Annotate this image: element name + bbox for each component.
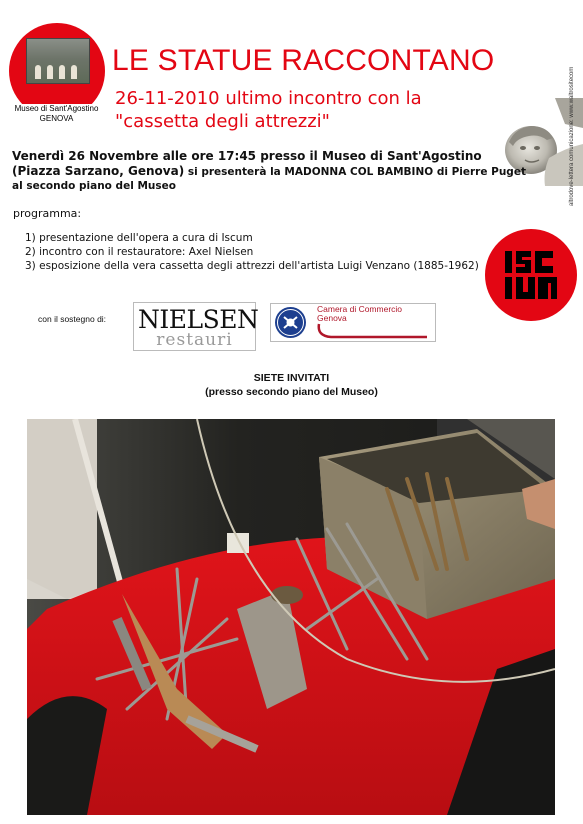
museum-caption-city: GENOVA (39, 114, 74, 123)
photo-credit (567, 66, 579, 206)
program-item: 2) incontro con il restauratore: Axel Nielsen (25, 246, 254, 258)
nielsen-sub: restauri (156, 330, 233, 350)
announcement-line3: al secondo piano del Museo (12, 180, 176, 192)
sponsor-label: con il sostegno di: (38, 314, 107, 324)
announcement-location: (Piazza Sarzano, Genova) (12, 164, 185, 178)
program-item: 1) presentazione dell'opera a cura di Iscum (25, 232, 253, 244)
nielsen-name: NIELSEN (138, 305, 259, 334)
announcement (12, 149, 526, 193)
subtitle-tool-line: "cassetta degli attrezzi" (115, 111, 330, 132)
museum-caption (0, 104, 113, 124)
iscum-logo (485, 229, 577, 321)
announcement-line1: Venerdì 26 Novembre alle ore 17:45 presso il Museo di Sant'Agostino (12, 149, 482, 163)
invite-title: SIETE INVITATI (253, 372, 330, 384)
program-item: 3) esposizione della vera cassetta degli attrezzi dell'artista Luigi Venzano (1885-1962) (25, 260, 479, 272)
camera-emblem-icon (275, 307, 306, 338)
camera-swoosh-icon (315, 322, 431, 340)
museum-caption-name: Museo di Sant'Agostino (14, 104, 99, 113)
museum-building-image (26, 38, 90, 84)
camera-text (317, 305, 402, 323)
subtitle-date-line: 26-11-2010 ultimo incontro con la (115, 88, 422, 109)
camera-commercio-logo (270, 303, 436, 342)
program-label: programma: (13, 207, 82, 220)
nielsen-logo (133, 302, 259, 351)
announcement-work: si presenterà la MADONNA COL BAMBINO di Pierre Puget (184, 166, 526, 178)
program-list (25, 231, 479, 273)
camera-line2: Genova (317, 313, 347, 323)
tools-photo (27, 419, 555, 815)
photo-credit-text: altrodove-lettera comunicazione: www.waltrositecom (569, 66, 575, 206)
page-title: LE STATUE RACCONTANO (112, 44, 495, 77)
iscum-logo-mark (485, 229, 577, 321)
camera-line1: Camera di Commercio (317, 304, 403, 314)
invite (0, 371, 583, 399)
announcement-line2 (12, 164, 526, 180)
subtitle (115, 87, 422, 133)
invite-location: (presso secondo piano del Museo) (205, 386, 378, 398)
